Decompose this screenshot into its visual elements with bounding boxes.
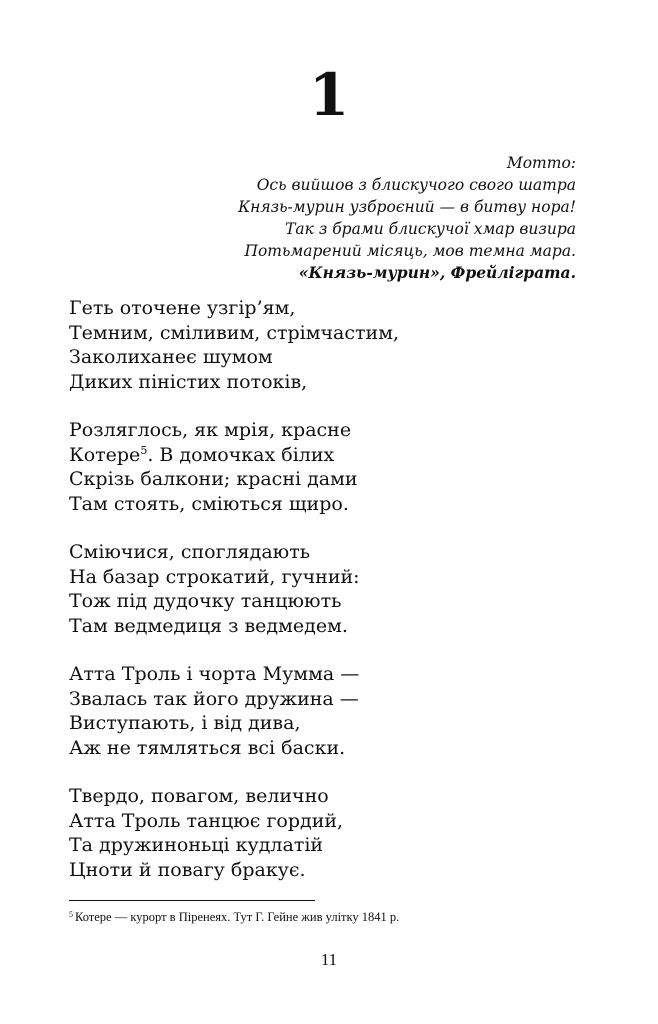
poem-body xyxy=(69,296,399,906)
verse-line-end: . В домочках білих xyxy=(147,443,335,466)
verse-line xyxy=(69,443,399,468)
verse-line: Аж не тямляться всі баски. xyxy=(69,736,346,759)
verse-line: Розляглось, як мрія, красне xyxy=(69,419,352,441)
verse-line: Там ведмедиця з ведмедем. xyxy=(69,614,348,637)
verse-line: Тож під дудочку танцюють xyxy=(69,590,342,612)
footnote-text: Котере — курорт в Піренеях. Тут Г. Гейне жив улітку 1841 р. xyxy=(75,910,400,924)
verse-line-start: Котере xyxy=(69,443,141,466)
verse-line: Звалась так його дружина — xyxy=(69,687,359,710)
verse-line: Диких піністих потоків, xyxy=(69,370,308,393)
epigraph-heading: Мотто: xyxy=(506,154,576,172)
stanza xyxy=(69,662,399,760)
verse-line: Виступають, і від дива, xyxy=(69,712,301,734)
stanza xyxy=(69,540,399,638)
epigraph-line: Потьмарений місяць, мов темна мара. xyxy=(244,242,576,260)
stanza xyxy=(69,296,399,394)
footnote-marker: 5 xyxy=(69,910,73,919)
verse-line: Скрізь балкони; красні дами xyxy=(69,468,358,490)
stanza xyxy=(69,784,399,882)
footnote-divider xyxy=(69,900,315,901)
chapter-number: 1 xyxy=(308,61,350,129)
epigraph-line: Так з брами блискучої хмар визира xyxy=(285,220,576,238)
verse-line: Та дружиноньці кудлатій xyxy=(69,834,324,856)
verse-line: Атта Троль і чорта Мумма — xyxy=(69,663,360,685)
verse-line: Цноти й повагу бракує. xyxy=(69,858,306,881)
verse-line: Геть оточене узгір’ям, xyxy=(69,297,296,319)
stanza xyxy=(69,418,399,516)
footnote xyxy=(69,909,399,925)
verse-line: Заколиханеє шумом xyxy=(69,346,273,368)
epigraph-attribution: «Князь-мурин», Фрейліграта. xyxy=(298,263,576,282)
verse-line: Темним, сміливим, стрімчастим, xyxy=(69,321,400,344)
epigraph xyxy=(238,152,576,284)
epigraph-line: Ось вийшов з блискучого свого шатра xyxy=(256,176,576,194)
verse-line: На базар строкатий, гучний: xyxy=(69,565,360,588)
verse-line: Твердо, повагом, велично xyxy=(69,785,329,807)
verse-line: Атта Троль танцює гордий, xyxy=(69,809,344,832)
page-number: 11 xyxy=(320,950,338,969)
epigraph-line: Князь-мурин узброєний — в битву нора! xyxy=(238,198,576,216)
verse-line: Сміючися, споглядають xyxy=(69,541,311,563)
footnote-reference[interactable]: 5 xyxy=(140,443,148,457)
verse-line: Там стоять, сміються щиро. xyxy=(69,492,349,515)
